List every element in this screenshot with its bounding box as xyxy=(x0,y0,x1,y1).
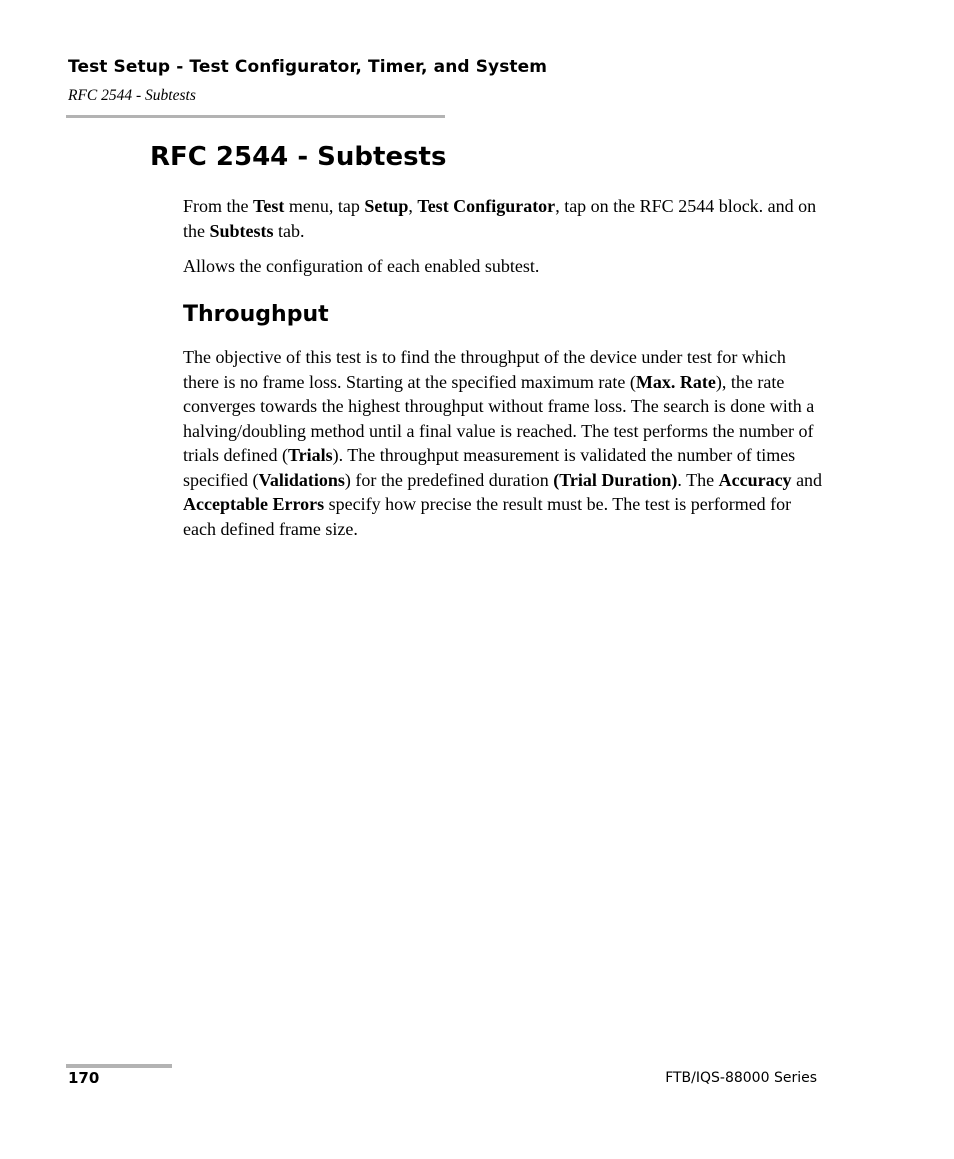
text-run: , tap on the RFC 2544 block. and on the xyxy=(183,196,817,241)
throughput-paragraph xyxy=(183,345,823,541)
running-header-subtitle: RFC 2544 - Subtests xyxy=(68,87,196,104)
section-heading-throughput: Throughput xyxy=(183,302,329,327)
description-text: Allows the configuration of each enabled subtest. xyxy=(183,256,540,276)
text-run: tab. xyxy=(273,220,305,241)
text-run: From the xyxy=(183,196,253,216)
running-header-title: Test Setup - Test Configurator, Timer, and System xyxy=(68,57,548,77)
menu-test-label: Test xyxy=(253,196,285,216)
tab-subtests-label: Subtests xyxy=(209,220,274,241)
page-title: RFC 2544 - Subtests xyxy=(150,142,447,172)
text-run: menu, tap xyxy=(284,196,365,216)
trials-label: Trials xyxy=(287,445,333,465)
menu-test-configurator-label: Test Configurator xyxy=(417,196,556,216)
accuracy-label: Accuracy xyxy=(718,469,792,490)
header-divider xyxy=(66,115,445,118)
page-number: 170 xyxy=(68,1069,100,1087)
text-run: , xyxy=(408,196,418,216)
menu-setup-label: Setup xyxy=(364,196,409,216)
text-run: ) for the predefined duration xyxy=(344,469,554,490)
footer-divider xyxy=(66,1064,172,1068)
text-run: specify how precise the result must be. The test is performed for each defined frame size. xyxy=(183,494,792,539)
intro-paragraph xyxy=(183,194,823,243)
trial-duration-label: (Trial Duration) xyxy=(553,469,678,490)
text-run: ). The throughput measurement is validated the number of times specified ( xyxy=(183,445,796,490)
footer-product-name: FTB/IQS-88000 Series xyxy=(665,1070,817,1086)
validations-label: Validations xyxy=(258,469,345,490)
text-run: ), the rate converges towards the highest throughput without frame loss. The search is done with a halving/doubling method until a final value is reached. The test performs the number of trials defined ( xyxy=(183,371,815,465)
description-paragraph xyxy=(183,254,823,279)
max-rate-label: Max. Rate xyxy=(635,371,716,392)
text-run: . The xyxy=(677,469,719,490)
text-run: and xyxy=(791,469,823,490)
text-run: The objective of this test is to find the throughput of the device under test for which there is no frame loss. Starting at the specified maximum rate ( xyxy=(183,347,786,392)
acceptable-errors-label: Acceptable Errors xyxy=(183,494,325,514)
